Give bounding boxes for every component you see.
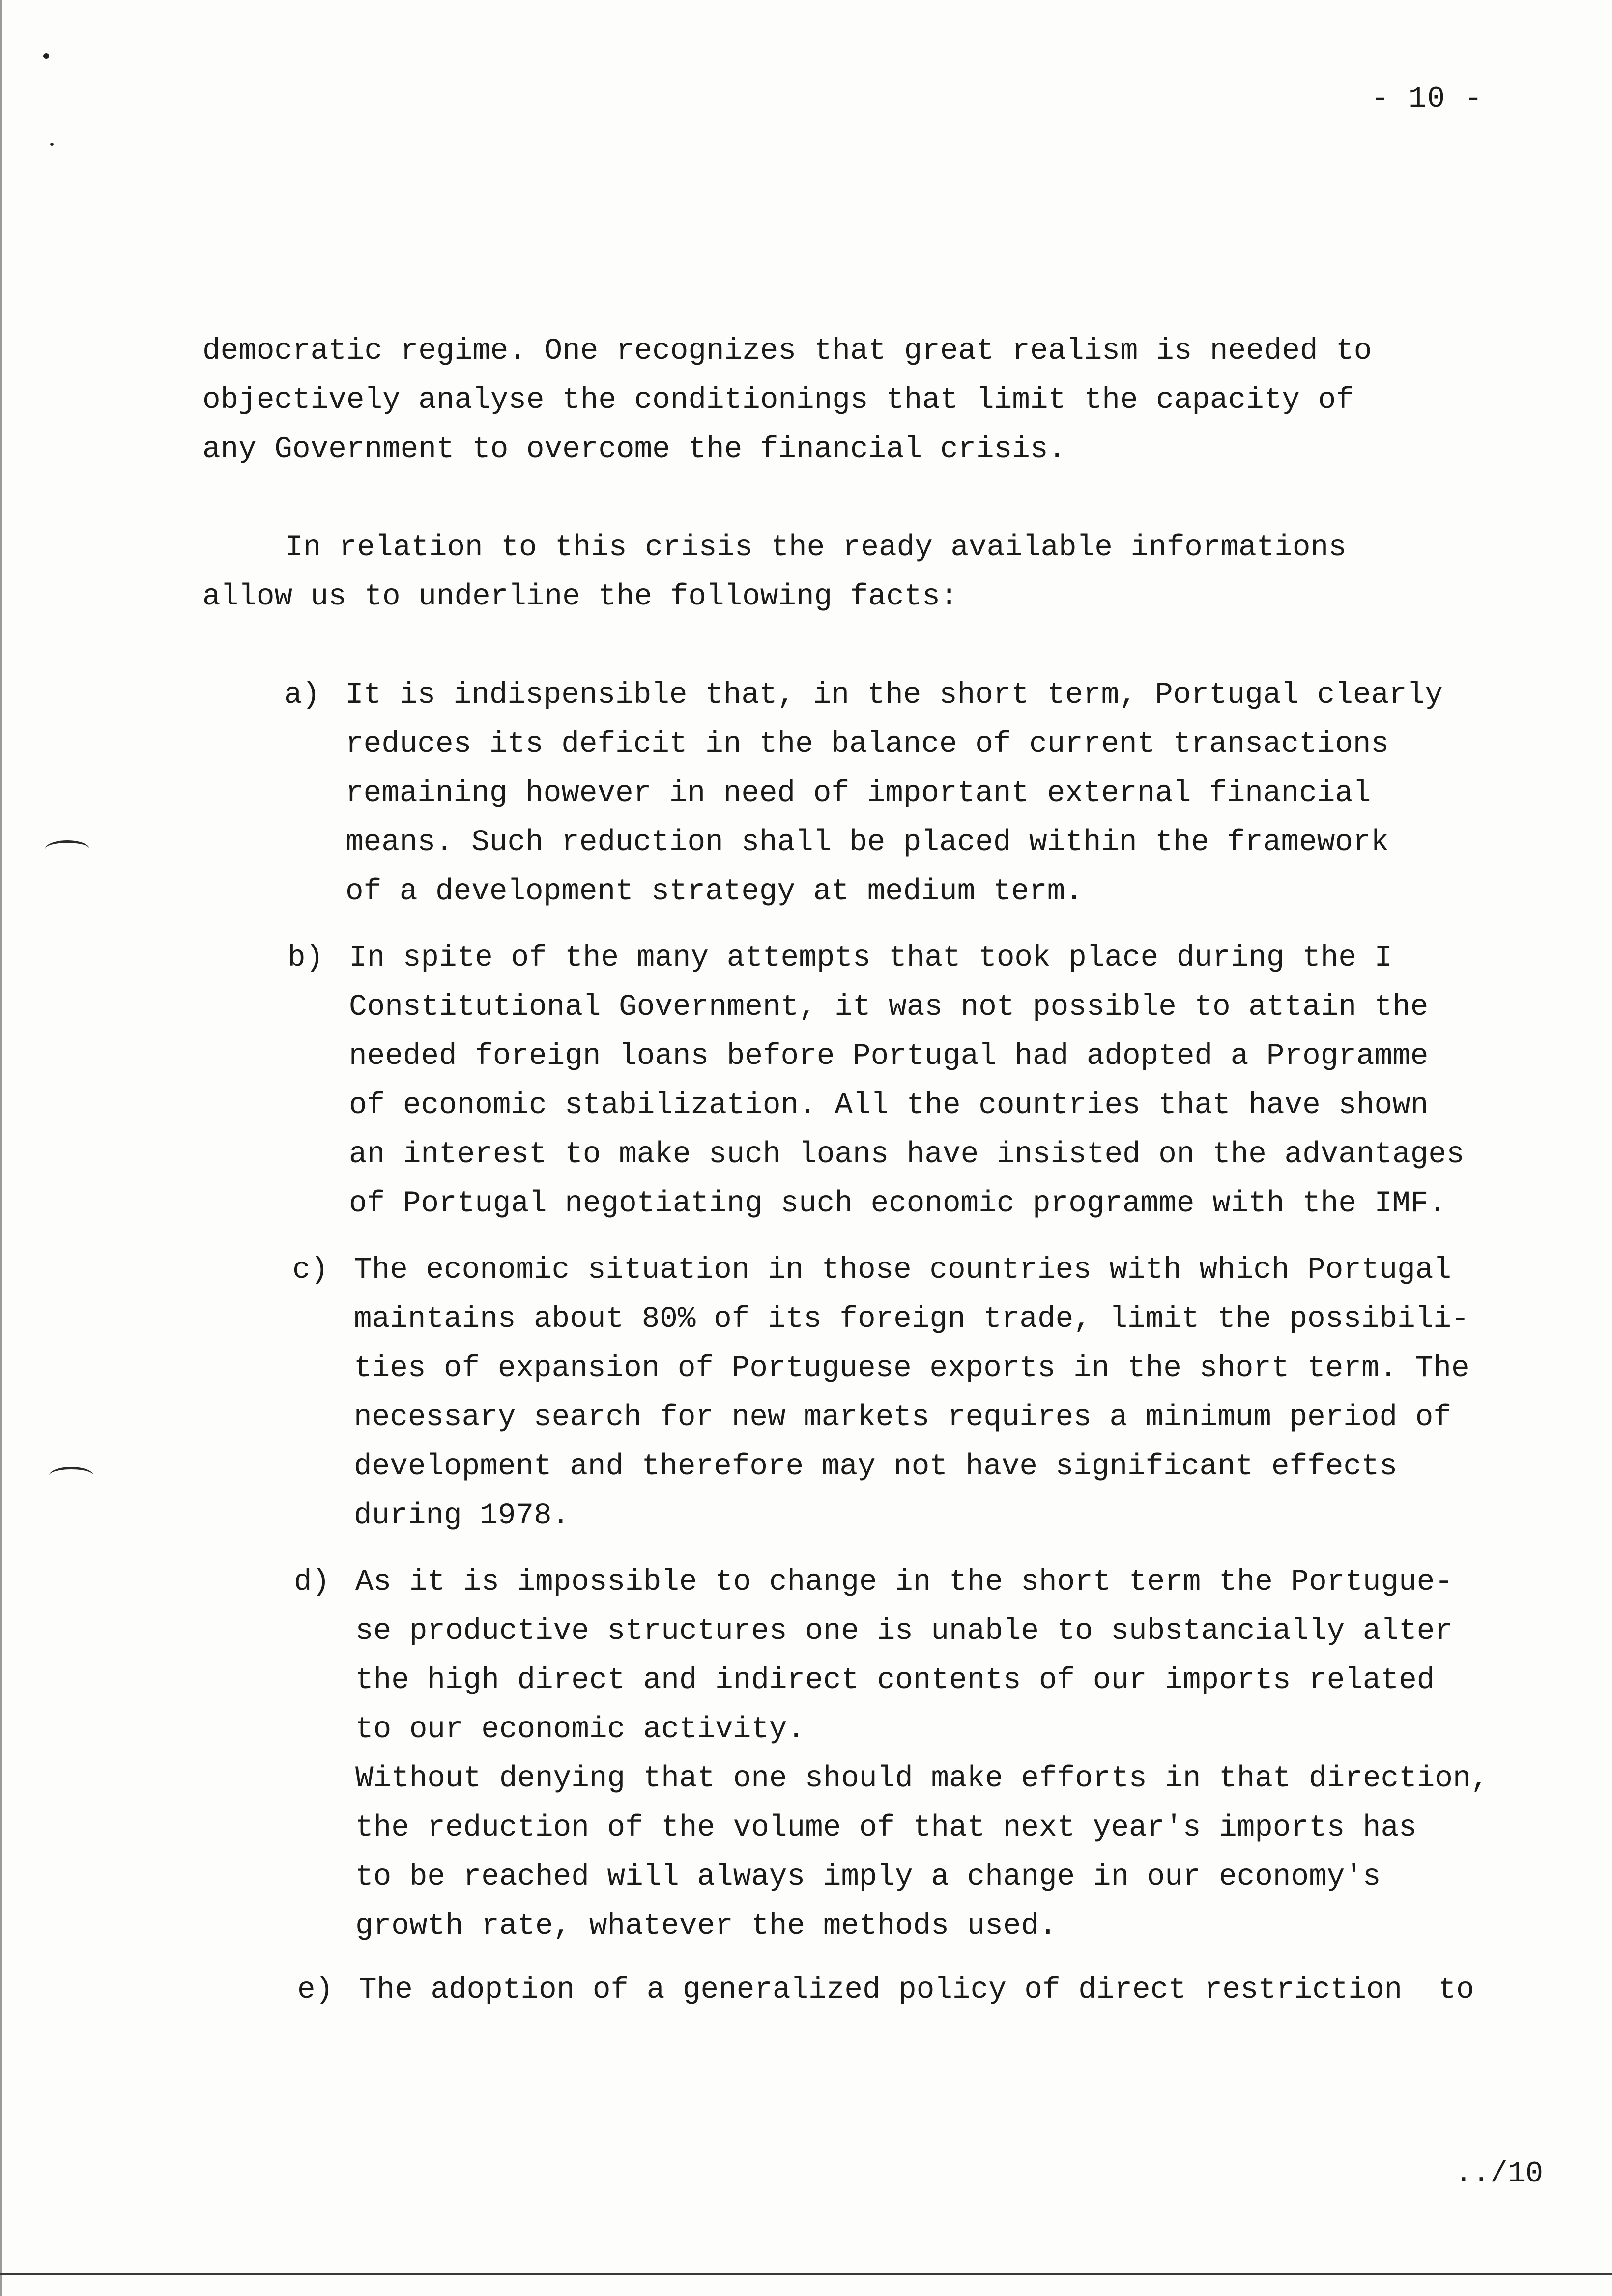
text-line: remaining however in need of important external financial xyxy=(345,776,1371,810)
text-line: It is indispensible that, in the short term, Portugal clearly xyxy=(345,678,1443,712)
list-item-body xyxy=(349,934,1465,1229)
text-line: growth rate, whatever the methods used. xyxy=(355,1909,1057,1943)
text-line: Constitutional Government, it was not possible to attain the xyxy=(349,990,1429,1024)
scan-edge xyxy=(0,0,2,2296)
text-line: to our economic activity. xyxy=(355,1713,806,1747)
text-line: any Government to overcome the financial crisis. xyxy=(202,432,1066,466)
text-line: of a development strategy at medium term. xyxy=(345,875,1083,909)
scan-speck xyxy=(43,53,49,59)
list-item-body xyxy=(359,1966,1474,2015)
text-line: democratic regime. One recognizes that great realism is needed to xyxy=(202,334,1372,368)
bottom-rule xyxy=(0,2273,1612,2275)
text-line: to be reached will always imply a change in our economy's xyxy=(355,1860,1381,1894)
text-line: needed foreign loans before Portugal had adopted a Programme xyxy=(349,1039,1429,1073)
margin-mark xyxy=(45,840,89,858)
text-line: Without denying that one should make efforts in that direction, xyxy=(355,1762,1489,1796)
text-line: In relation to this crisis the ready available informations xyxy=(285,531,1347,565)
text-line: an interest to make such loans have insisted on the advantages xyxy=(349,1138,1465,1172)
list-item-body xyxy=(354,1246,1469,1541)
text-line: In spite of the many attempts that took place during the I xyxy=(349,941,1393,975)
text-line: of Portugal negotiating such economic programme with the IMF. xyxy=(349,1187,1446,1221)
list-marker: b) xyxy=(288,941,324,975)
text-line: maintains about 80% of its foreign trade, limit the possibili- xyxy=(354,1302,1469,1336)
text-line: The economic situation in those countries with which Portugal xyxy=(354,1253,1451,1287)
list-item-body xyxy=(355,1558,1489,1951)
text-line: allow us to underline the following facts: xyxy=(202,580,958,614)
list-marker: c) xyxy=(292,1253,329,1287)
list-item-body xyxy=(345,671,1443,917)
text-line: of economic stabilization. All the countries that have shown xyxy=(349,1089,1429,1122)
text-line: reduces its deficit in the balance of current transactions xyxy=(345,727,1389,761)
list-marker: a) xyxy=(284,678,320,712)
text-line: objectively analyse the conditionings that limit the capacity of xyxy=(202,383,1354,417)
paragraph-facts-intro xyxy=(202,523,1347,622)
text-line: necessary search for new markets requires a minimum period of xyxy=(354,1401,1451,1435)
text-line: during 1978. xyxy=(354,1499,570,1533)
page-number: - 10 - xyxy=(1371,83,1484,116)
text-line: means. Such reduction shall be placed within the framework xyxy=(345,826,1389,860)
paragraph-intro xyxy=(202,327,1372,474)
list-marker: e) xyxy=(297,1973,334,2007)
text-line: development and therefore may not have significant effects xyxy=(354,1450,1398,1484)
text-line: The adoption of a generalized policy of direct restriction to xyxy=(359,1973,1474,2007)
margin-mark xyxy=(49,1467,93,1484)
text-line: As it is impossible to change in the short term the Portugue- xyxy=(355,1565,1453,1599)
continuation-marker: ../10 xyxy=(1455,2157,1544,2191)
text-line: se productive structures one is unable to substancially alter xyxy=(355,1614,1453,1648)
scan-speck xyxy=(50,143,54,146)
text-line: ties of expansion of Portuguese exports in the short term. The xyxy=(354,1351,1469,1385)
text-line: the reduction of the volume of that next year's imports has xyxy=(355,1811,1417,1845)
text-line: the high direct and indirect contents of our imports related xyxy=(355,1664,1435,1697)
list-marker: d) xyxy=(294,1565,330,1599)
